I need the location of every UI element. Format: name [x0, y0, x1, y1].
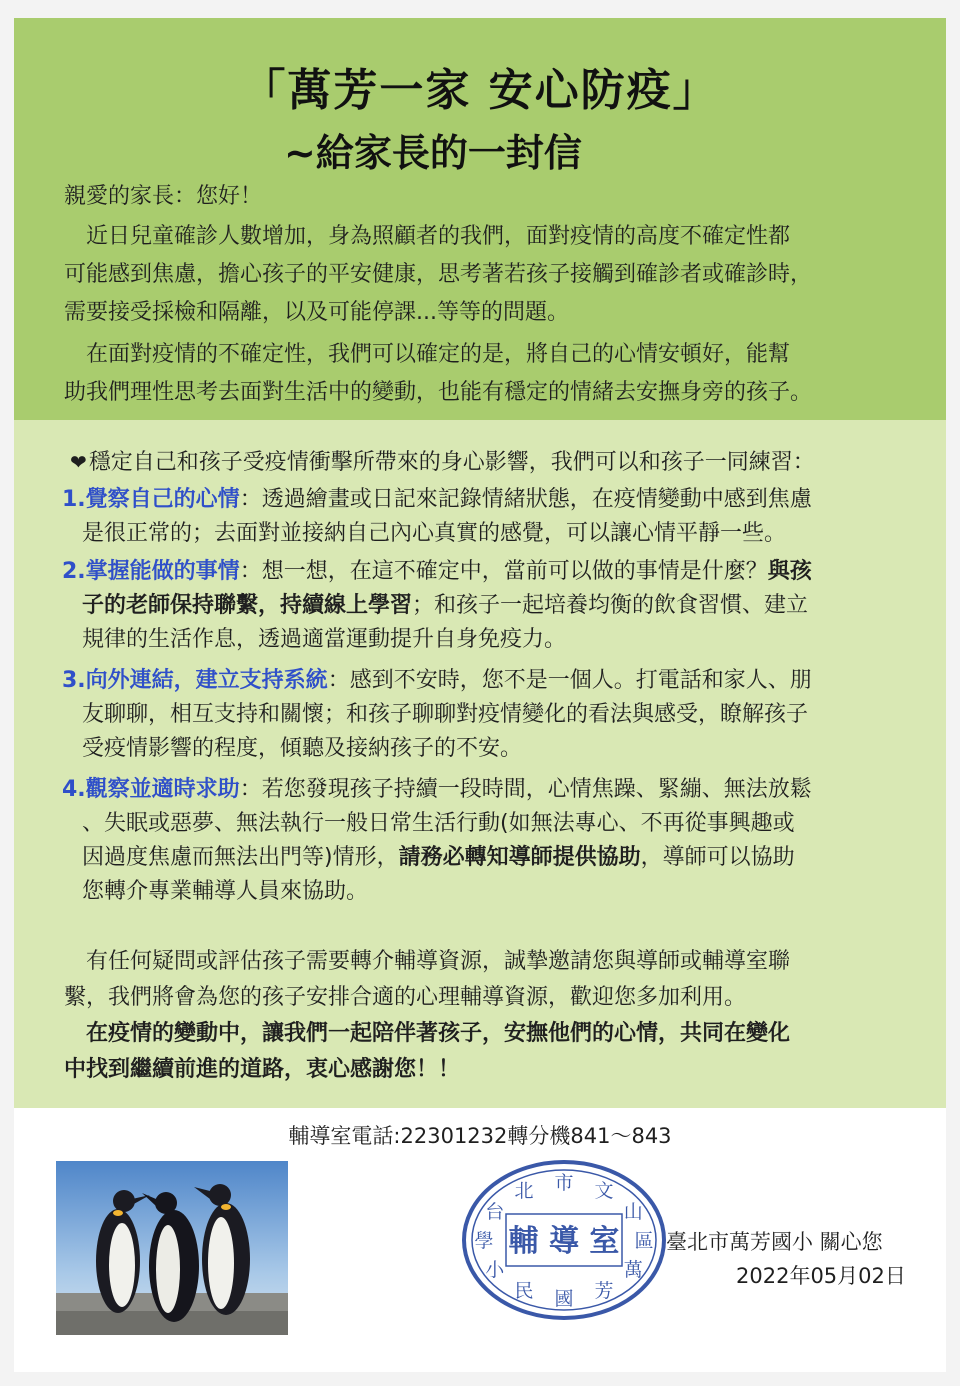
paragraph-line: 需要接受採檢和隔離，以及可能停課...等等的問題。	[64, 300, 569, 325]
signature-date: 2022年05月02日	[736, 1264, 906, 1288]
seal-ring-char: 台	[485, 1201, 505, 1223]
page-subtitle: ~給家長的一封信	[284, 131, 582, 175]
phone-line: 輔導室電話:22301232轉分機841～843	[288, 1124, 672, 1148]
heart-icon: ❤	[70, 450, 87, 474]
paragraph-line: 可能感到焦慮，擔心孩子的平安健康，思考著若孩子接觸到確診者或確診時，	[64, 262, 813, 287]
practice-intro-text: 穩定自己和孩子受疫情衝擊所帶來的身心影響，我們可以和孩子一同練習：	[88, 450, 815, 475]
item-text: ：感到不安時，您不是一個人。打電話和家人、朋	[327, 668, 812, 693]
item-emphasis: 請務必轉知導師提供協助	[398, 845, 641, 870]
seal-ring-char: 國	[554, 1288, 574, 1310]
intro-paragraph-2	[64, 336, 812, 412]
practice-item-4	[62, 773, 812, 909]
practice-item-3	[62, 664, 812, 766]
item-text: 、失眠或惡夢、無法執行一般日常生活行動(如無法專心、不再從事興趣或	[82, 811, 795, 836]
paragraph-line: 在疫情的變動中，讓我們一起陪伴著孩子，安撫他們的心情，共同在變化	[64, 1021, 791, 1046]
practice-item-1	[62, 483, 812, 551]
item-heading: 覺察自己的心情	[85, 487, 240, 512]
item-heading: 掌握能做的事情	[85, 559, 240, 584]
paragraph-line: 近日兒童確診人數增加，身為照顧者的我們，面對疫情的高度不確定性都	[64, 224, 791, 249]
seal-ring-char: 文	[594, 1179, 614, 1202]
item-text: 規律的生活作息，透過適當運動提升自身免疫力。	[82, 627, 567, 652]
paragraph-line: 有任何疑問或評估孩子需要轉介輔導資源，誠摯邀請您與導師或輔導室聯	[64, 949, 791, 974]
item-text: 友聊聊，相互支持和關懷；和孩子聊聊對疫情變化的看法與感受，瞭解孩子	[82, 702, 809, 727]
page-title: 「萬芳一家 安心防疫」	[241, 65, 719, 116]
item-heading: 向外連結，建立支持系統	[85, 668, 328, 693]
school-signature: 臺北市萬芳國小 關心您	[666, 1230, 883, 1254]
paragraph-line: 助我們理性思考去面對生活中的變動，也能有穩定的情緒去安撫身旁的孩子。	[64, 380, 813, 405]
seal-ring-char: 小	[485, 1259, 505, 1281]
practice-intro	[70, 443, 815, 482]
item-number: 2.	[62, 559, 86, 584]
seal-ring-char: 萬	[623, 1259, 643, 1281]
item-text: 您轉介專業輔導人員來協助。	[82, 879, 369, 904]
item-heading: 觀察並適時求助	[85, 777, 240, 802]
practice-item-2	[62, 555, 812, 657]
seal-ring-char: 山	[623, 1201, 643, 1223]
item-text: ：若您發現孩子持續一段時間，心情焦躁、緊繃、無法放鬆	[239, 777, 812, 802]
item-text: 是很正常的；去面對並接納自己內心真實的感覺，可以讓心情平靜一些。	[82, 521, 787, 546]
counseling-office-seal	[458, 1154, 670, 1326]
intro-paragraph-1	[64, 218, 812, 332]
header-band	[14, 18, 946, 420]
seal-ring-char: 區	[634, 1230, 654, 1252]
seal-ring-char: 民	[514, 1280, 534, 1303]
closing-emphasis	[64, 1016, 790, 1088]
item-emphasis: 與孩	[767, 559, 812, 584]
item-number: 1.	[62, 487, 86, 512]
seal-ring-char: 北	[514, 1179, 534, 1202]
item-emphasis: 子的老師保持聯繫，持續線上學習	[82, 593, 413, 618]
item-text: 受疫情影響的程度，傾聽及接納孩子的不安。	[82, 736, 523, 761]
paragraph-line: 中找到繼續前進的道路，衷心感謝您！！	[64, 1057, 461, 1082]
seal-ring-char: 市	[554, 1172, 574, 1194]
seal-center-text: 輔 導 室	[508, 1224, 620, 1259]
paragraph-line: 在面對疫情的不確定性，我們可以確定的是，將自己的心情安頓好，能幫	[64, 342, 791, 367]
item-text: ：想一想，在這不確定中，當前可以做的事情是什麼？	[239, 559, 768, 584]
item-text: ，導師可以協助	[640, 845, 795, 870]
letter-sheet	[14, 18, 946, 1372]
seal-ring-char: 芳	[594, 1280, 614, 1303]
penguins-photo	[56, 1161, 288, 1335]
item-number: 4.	[62, 777, 86, 802]
greeting: 親愛的家長：您好！	[64, 184, 263, 209]
item-text: ：透過繪畫或日記來記錄情緒狀態，在疫情變動中感到焦慮	[239, 487, 812, 512]
item-text: ；和孩子一起培養均衡的飲食習慣、建立	[412, 593, 809, 618]
seal-ring-char: 學	[474, 1230, 494, 1252]
item-text: 因過度焦慮而無法出門等)情形，	[82, 845, 399, 870]
item-number: 3.	[62, 668, 86, 693]
paragraph-line: 繫，我們將會為您的孩子安排合適的心理輔導資源，歡迎您多加利用。	[64, 985, 747, 1010]
closing-paragraph	[64, 944, 790, 1016]
